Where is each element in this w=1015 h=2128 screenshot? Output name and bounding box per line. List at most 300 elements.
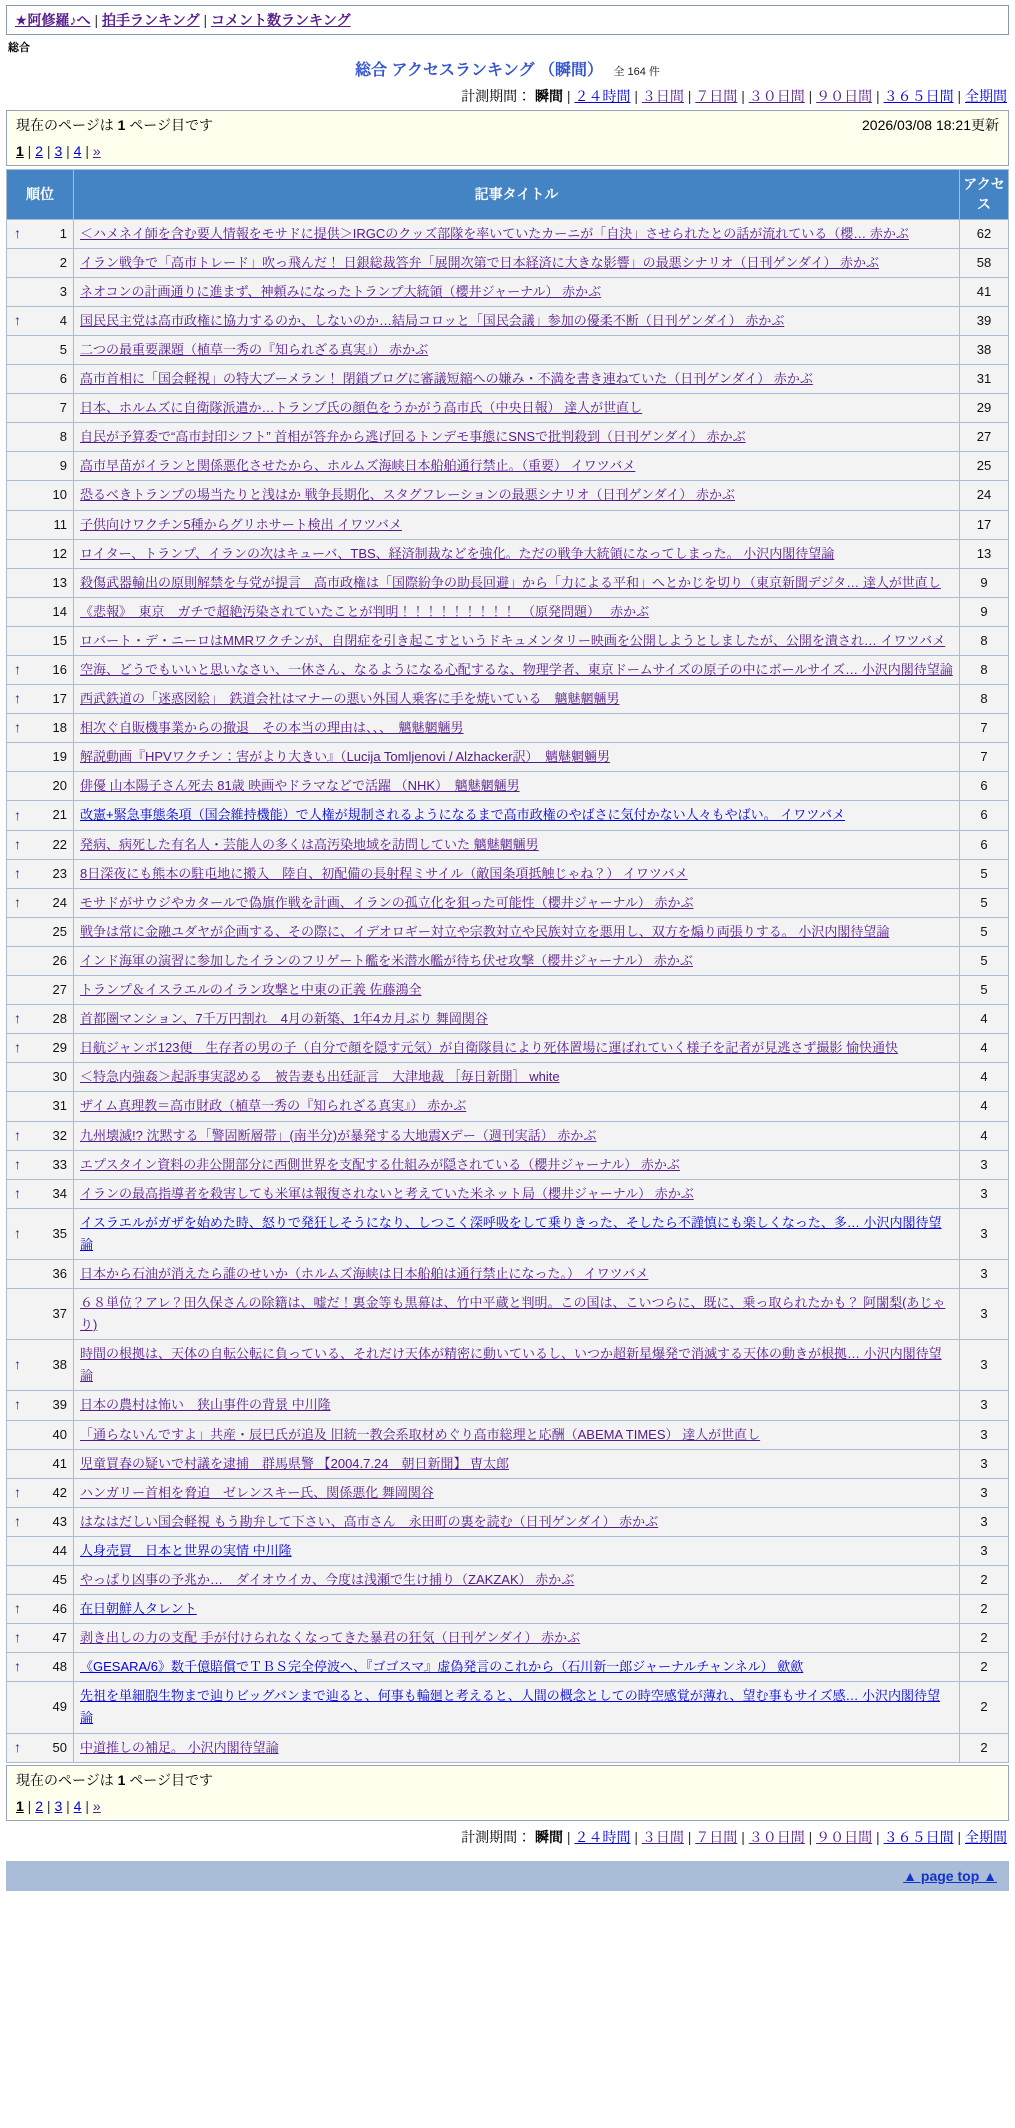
rank-cell bbox=[7, 1150, 74, 1179]
article-link[interactable]: 西武鉄道の「迷惑図絵」 鉄道会社はマナーの悪い外国人乗客に手を焼いている 魑魅魍魎男 bbox=[80, 691, 620, 707]
article-link[interactable]: 二つの最重要課題（植草一秀の『知られざる真実』） 赤かぶ bbox=[80, 341, 429, 357]
separator: | bbox=[804, 1828, 817, 1845]
access-count: 4 bbox=[960, 1034, 1009, 1063]
article-title-cell bbox=[74, 830, 960, 859]
article-title-cell bbox=[74, 1682, 960, 1733]
access-count: 4 bbox=[960, 1063, 1009, 1092]
article-link[interactable]: 発病、病死した有名人・芸能人の多くは高汚染地域を訪問していた 魑魅魍魎男 bbox=[80, 836, 539, 852]
rank-number: 46 bbox=[52, 1601, 67, 1617]
rank-number: 4 bbox=[59, 312, 67, 328]
article-title-cell bbox=[74, 1478, 960, 1507]
period-link-3[interactable]: ３日間 bbox=[641, 1828, 684, 1845]
rank-number: 12 bbox=[52, 545, 67, 561]
article-link[interactable]: イランの最高指導者を殺害しても米軍は報復されないと考えていた米ネット局（櫻井ジャーナル） 赤かぶ bbox=[80, 1185, 694, 1201]
access-count: 2 bbox=[960, 1682, 1009, 1733]
period-link-8[interactable]: 全期間 bbox=[965, 88, 1007, 104]
article-title-cell bbox=[74, 1420, 960, 1449]
access-count: 5 bbox=[960, 976, 1009, 1005]
period-nav-top bbox=[8, 86, 1007, 106]
title-wrap bbox=[6, 57, 1009, 80]
access-count: 39 bbox=[960, 306, 1009, 335]
period-link-5[interactable]: ３０日間 bbox=[748, 88, 805, 104]
article-link[interactable]: トランプ＆イスラエルのイラン攻撃と中東の正義 佐藤鴻全 bbox=[80, 982, 422, 998]
article-title-cell bbox=[74, 1289, 960, 1340]
table-row bbox=[7, 365, 1009, 394]
article-title-cell bbox=[74, 801, 960, 830]
article-link[interactable]: 人身売買＿日本と世界の実情 中川隆 bbox=[80, 1542, 292, 1558]
header-rank: 順位 bbox=[7, 170, 74, 220]
rank-up-icon: ↑ bbox=[14, 1010, 21, 1027]
article-link[interactable]: 8日深夜にも熊本の駐屯地に搬入 陸自、初配備の長射程ミサイル（敵国条項抵触じゃね？） イワツバメ bbox=[80, 865, 688, 881]
article-link[interactable]: 自民が予算委で“高市封印シフト” 首相が答弁から逃げ回るトンデモ事態にSNSで批判殺到（日刊ゲンダイ） 赤かぶ bbox=[80, 429, 746, 445]
access-count: 5 bbox=[960, 917, 1009, 946]
separator: | bbox=[953, 1828, 965, 1845]
rank-up-icon: ↑ bbox=[14, 1126, 21, 1143]
rank-number: 16 bbox=[52, 662, 67, 677]
article-title-cell bbox=[74, 946, 960, 975]
rank-number: 27 bbox=[52, 982, 67, 998]
access-count: 6 bbox=[960, 801, 1009, 830]
rank-number: 14 bbox=[52, 603, 67, 619]
article-title-cell bbox=[74, 423, 960, 452]
pagination-current: 1 bbox=[16, 143, 24, 159]
pagination-link-»[interactable]: » bbox=[92, 1797, 101, 1814]
rank-cell bbox=[7, 1092, 74, 1121]
period-link-7[interactable]: ３６５日間 bbox=[883, 1828, 954, 1845]
access-count: 62 bbox=[960, 219, 1009, 248]
article-title-cell bbox=[74, 1733, 960, 1762]
rank-number: 20 bbox=[52, 778, 67, 794]
rank-number: 45 bbox=[52, 1572, 67, 1587]
table-row bbox=[7, 394, 1009, 423]
article-link[interactable]: イラン戦争で「高市トレード」吹っ飛んだ！ 日銀総裁答弁「展開次第で日本経済に大きな影響」の最悪シナリオ（日刊ゲンダイ） 赤かぶ bbox=[80, 254, 880, 270]
rank-up-icon: ↑ bbox=[14, 1483, 21, 1500]
table-row bbox=[7, 1566, 1009, 1595]
access-count: 4 bbox=[960, 1005, 1009, 1034]
article-link[interactable]: 中道推しの補足。 小沢内閣待望論 bbox=[80, 1739, 279, 1755]
period-link-5[interactable]: ３０日間 bbox=[748, 1828, 805, 1845]
rank-number: 38 bbox=[52, 1357, 67, 1373]
period-link-6[interactable]: ９０日間 bbox=[816, 88, 873, 104]
article-title-cell bbox=[74, 1208, 960, 1259]
article-title-cell bbox=[74, 1179, 960, 1208]
article-title-cell bbox=[74, 306, 960, 335]
article-link[interactable]: 在日朝鮮人タレント bbox=[80, 1601, 197, 1617]
article-link[interactable]: 《GESARA/6》数千億賠償でＴＢＳ完全停波へ、『ゴゴスマ』虚偽発言のこれから（石川新一郎ジャーナルチャンネル） 歛歛 bbox=[80, 1659, 804, 1675]
article-link[interactable]: 時間の根拠は、天体の自転公転に負っている、それだけ天体が精密に動いているし、いつか超新星爆発で消滅する天体の動きが根拠… 小沢内閣待望論 bbox=[80, 1346, 942, 1384]
page-info-box-bottom bbox=[6, 1765, 1009, 1821]
access-count: 29 bbox=[960, 394, 1009, 423]
rank-up-icon: ↑ bbox=[14, 1600, 21, 1617]
separator: | bbox=[90, 12, 102, 28]
rank-cell bbox=[7, 743, 74, 772]
access-count: 17 bbox=[960, 510, 1009, 539]
table-row bbox=[7, 1595, 1009, 1624]
article-title-cell bbox=[74, 976, 960, 1005]
current-page-prefix: 現在のページは bbox=[16, 117, 114, 133]
access-count: 24 bbox=[960, 481, 1009, 510]
access-count: 4 bbox=[960, 1121, 1009, 1150]
table-row bbox=[7, 626, 1009, 655]
article-title-cell bbox=[74, 1150, 960, 1179]
table-row bbox=[7, 568, 1009, 597]
article-link[interactable]: 改憲+緊急事態条項（国会維持機能）で人権が規制されるようになるまで高市政権のやばさに気付かない人々もやばい。 イワツバメ bbox=[80, 807, 845, 823]
separator: | bbox=[953, 88, 965, 104]
article-title-cell bbox=[74, 568, 960, 597]
article-link[interactable]: 殺傷武器輸出の原則解禁を与党が提言 高市政権は「国際紛争の助長回避」から「力による平和」へとかじを切り（東京新聞デジタ… 達人が世直し bbox=[80, 574, 941, 590]
article-title-cell bbox=[74, 248, 960, 277]
table-row bbox=[7, 888, 1009, 917]
rank-cell bbox=[7, 568, 74, 597]
table-row bbox=[7, 1092, 1009, 1121]
separator: | bbox=[872, 88, 884, 104]
table-row bbox=[7, 859, 1009, 888]
rank-cell bbox=[7, 1420, 74, 1449]
article-link[interactable]: ＜ハメネイ師を含む要人情報をモサドに提供＞IRGCのクッズ部隊を率いていたカーニが「自決」させられたとの話が流れている（櫻… 赤かぶ bbox=[80, 225, 909, 241]
period-link-8[interactable]: 全期間 bbox=[965, 1828, 1007, 1845]
rank-cell bbox=[7, 830, 74, 859]
rank-number: 23 bbox=[52, 865, 67, 881]
rank-cell bbox=[7, 306, 74, 335]
access-count: 7 bbox=[960, 743, 1009, 772]
table-row bbox=[7, 830, 1009, 859]
pagination bbox=[16, 143, 999, 159]
pagination-link-3[interactable]: 3 bbox=[54, 143, 63, 159]
period-link-4[interactable]: ７日間 bbox=[695, 1828, 738, 1845]
article-link[interactable]: 剥き出しの力の支配 手が付けられなくなってきた暴君の狂気（日刊ゲンダイ） 赤かぶ bbox=[80, 1630, 581, 1646]
rank-up-icon: ↑ bbox=[14, 1512, 21, 1529]
article-link[interactable]: 首都圏マンション、7千万円割れ 4月の新築、1年4カ月ぶり 舞岡関谷 bbox=[80, 1011, 488, 1027]
article-link[interactable]: 日航ジャンボ123便 生存者の男の子（自分で顔を隠す元気）が自衛隊員により死体置場に運ばれていく様子を記者が見逃さず撮影 愉快通快 bbox=[80, 1040, 899, 1056]
table-row bbox=[7, 1536, 1009, 1565]
article-link[interactable]: ６８単位？アレ？田久保さんの除籍は、嘘だ！裏金等も黒幕は、竹中平蔵と判明。この国は、こいつらに、既に、乗っ取られたかも？ 阿闍梨(あじゃり) bbox=[80, 1295, 946, 1333]
access-count: 5 bbox=[960, 859, 1009, 888]
table-row bbox=[7, 656, 1009, 685]
rank-up-icon: ↑ bbox=[14, 1184, 21, 1201]
table-row bbox=[7, 597, 1009, 626]
rank-cell bbox=[7, 888, 74, 917]
table-row bbox=[7, 946, 1009, 975]
rank-cell bbox=[7, 859, 74, 888]
rank-cell bbox=[7, 1682, 74, 1733]
article-link[interactable]: 解説動画『HPVワクチン：害がより大きい』（Lucija Tomljenovi / Alzhacker訳） 魑魅魍魎男 bbox=[80, 749, 611, 765]
article-link[interactable]: 高市早苗がイランと関係悪化させたから、ホルムズ海峡日本船舶通行禁止。（重要） イワツバメ bbox=[80, 458, 636, 474]
access-count: 8 bbox=[960, 656, 1009, 685]
period-nav-bottom bbox=[8, 1827, 1007, 1847]
period-link-2[interactable]: ２４時間 bbox=[574, 88, 631, 104]
access-count: 2 bbox=[960, 1566, 1009, 1595]
separator: | bbox=[683, 88, 696, 104]
rank-cell bbox=[7, 1449, 74, 1478]
table-row bbox=[7, 1179, 1009, 1208]
rank-cell bbox=[7, 219, 74, 248]
separator: | bbox=[737, 88, 749, 104]
rank-cell bbox=[7, 394, 74, 423]
article-title-cell bbox=[74, 277, 960, 306]
table-row bbox=[7, 714, 1009, 743]
article-title-cell bbox=[74, 743, 960, 772]
pagination-link-3[interactable]: 3 bbox=[54, 1797, 63, 1814]
table-row bbox=[7, 1682, 1009, 1733]
access-count: 3 bbox=[960, 1259, 1009, 1288]
table-row bbox=[7, 219, 1009, 248]
article-link[interactable]: 戦争は常に金融ユダヤが企画する、その際に、イデオロギー対立や宗教対立や民族対立を悪用し、双方を煽り両張りする。 小沢内閣待望論 bbox=[80, 923, 890, 939]
table-row bbox=[7, 510, 1009, 539]
access-count: 3 bbox=[960, 1391, 1009, 1420]
table-row bbox=[7, 685, 1009, 714]
rank-number: 41 bbox=[52, 1455, 67, 1471]
article-link[interactable]: ロイター、トランプ、イランの次はキューバ、TBS、経済制裁などを強化。ただの戦争大統領になってしまった。 小沢内閣待望論 bbox=[80, 545, 835, 561]
rank-cell bbox=[7, 1289, 74, 1340]
rank-up-icon: ↑ bbox=[14, 864, 21, 881]
rank-number: 8 bbox=[59, 429, 67, 445]
period-label: 計測期間： bbox=[461, 1828, 532, 1845]
rank-cell bbox=[7, 1566, 74, 1595]
rank-cell bbox=[7, 1733, 74, 1762]
rank-number: 10 bbox=[52, 487, 67, 503]
article-link[interactable]: ＜特急内強姦＞起訴事実認める 被告妻も出廷証言 大津地裁 ［毎日新聞］ white bbox=[80, 1069, 560, 1085]
rank-up-icon: ↑ bbox=[14, 1224, 21, 1241]
pagination-link-2[interactable]: 2 bbox=[35, 1797, 44, 1814]
page-top-link[interactable]: ▲ page top ▲ bbox=[903, 1867, 997, 1884]
rank-number: 50 bbox=[52, 1739, 67, 1755]
article-link[interactable]: モサドがサウジやカタールで偽旗作戦を計画、イランの孤立化を狙った可能性（櫻井ジャーナル） 赤かぶ bbox=[80, 894, 694, 910]
top-nav-link-1[interactable]: ★阿修羅♪へ bbox=[15, 12, 91, 28]
article-title-cell bbox=[74, 1566, 960, 1595]
rank-up-icon: ↑ bbox=[14, 1658, 21, 1675]
access-count: 5 bbox=[960, 946, 1009, 975]
rank-cell bbox=[7, 277, 74, 306]
article-title-cell bbox=[74, 452, 960, 481]
rank-number: 29 bbox=[52, 1040, 67, 1056]
article-title-cell bbox=[74, 772, 960, 801]
period-link-4[interactable]: ７日間 bbox=[695, 88, 738, 104]
table-row bbox=[7, 1208, 1009, 1259]
access-count: 9 bbox=[960, 568, 1009, 597]
rank-number: 40 bbox=[52, 1426, 67, 1442]
rank-up-icon: ↑ bbox=[14, 1396, 21, 1413]
rank-number: 13 bbox=[52, 574, 67, 590]
pagination-link-»[interactable]: » bbox=[92, 143, 101, 159]
header-access: アクセス bbox=[960, 170, 1009, 220]
article-title-cell bbox=[74, 394, 960, 423]
table-row bbox=[7, 772, 1009, 801]
total-count: 全 164 件 bbox=[613, 66, 660, 78]
rank-number: 5 bbox=[59, 341, 67, 357]
separator: | bbox=[804, 88, 817, 104]
rank-number: 49 bbox=[52, 1699, 67, 1715]
current-page-number: 1 bbox=[117, 117, 126, 133]
article-title-cell bbox=[74, 597, 960, 626]
rank-cell bbox=[7, 656, 74, 685]
article-title-cell bbox=[74, 917, 960, 946]
period-link-2[interactable]: ２４時間 bbox=[574, 1828, 631, 1845]
rank-cell bbox=[7, 801, 74, 830]
article-link[interactable]: エプスタイン資料の非公開部分に西側世界を支配する仕組みが隠されている（櫻井ジャーナル） 赤かぶ bbox=[80, 1156, 680, 1172]
separator: | bbox=[563, 1828, 575, 1845]
access-count: 25 bbox=[960, 452, 1009, 481]
rank-cell bbox=[7, 946, 74, 975]
rank-cell bbox=[7, 1391, 74, 1420]
access-count: 6 bbox=[960, 830, 1009, 859]
rank-number: 37 bbox=[52, 1306, 67, 1322]
table-row bbox=[7, 1063, 1009, 1092]
separator: | bbox=[23, 1797, 36, 1814]
article-link[interactable]: はなはだしい国会軽視 もう勘弁して下さい、高市さん 永田町の裏を読む（日刊ゲンダイ） 赤かぶ bbox=[80, 1513, 659, 1529]
article-title-cell bbox=[74, 656, 960, 685]
pagination-link-4[interactable]: 4 bbox=[73, 143, 82, 159]
article-link[interactable]: 高市首相に「国会軽視」の特大ブーメラン！ 閉鎖ブログに審議短縮への嫌み・不満を書き連ねていた（日刊ゲンダイ） 赤かぶ bbox=[80, 371, 813, 387]
top-nav bbox=[6, 5, 1009, 35]
rank-cell bbox=[7, 423, 74, 452]
current-page-text bbox=[16, 115, 213, 135]
rank-cell bbox=[7, 976, 74, 1005]
article-title-cell bbox=[74, 219, 960, 248]
rank-up-icon: ↑ bbox=[14, 1155, 21, 1172]
rank-cell bbox=[7, 539, 74, 568]
table-row bbox=[7, 452, 1009, 481]
period-link-6[interactable]: ９０日間 bbox=[816, 1828, 873, 1845]
rank-number: 2 bbox=[59, 254, 67, 270]
article-title-cell bbox=[74, 1595, 960, 1624]
rank-number: 44 bbox=[52, 1542, 67, 1558]
article-title-cell bbox=[74, 1340, 960, 1391]
pagination-link-2[interactable]: 2 bbox=[35, 143, 44, 159]
rank-number: 28 bbox=[52, 1011, 67, 1027]
table-row bbox=[7, 481, 1009, 510]
access-count: 3 bbox=[960, 1536, 1009, 1565]
table-row bbox=[7, 248, 1009, 277]
article-link[interactable]: 九州壊滅!? 沈黙する「警固断層帯」(南半分)が暴発する大地震Xデー（週刊実話） 赤かぶ bbox=[80, 1127, 597, 1143]
article-title-cell bbox=[74, 365, 960, 394]
rank-number: 22 bbox=[52, 836, 67, 852]
current-page-suffix: ページ目です bbox=[129, 117, 214, 133]
article-title-cell bbox=[74, 626, 960, 655]
rank-cell bbox=[7, 1063, 74, 1092]
access-count: 3 bbox=[960, 1289, 1009, 1340]
rank-number: 32 bbox=[52, 1127, 67, 1143]
category-label: 総合 bbox=[8, 42, 30, 54]
pagination bbox=[16, 1798, 999, 1814]
article-link[interactable]: イスラエルがガザを始めた時、怒りで発狂しそうになり、しつこく深呼吸をして乗りきった、そしたら不謹慎にも楽しくなった、多… 小沢内閣待望論 bbox=[80, 1214, 942, 1252]
top-nav-link-3[interactable]: コメント数ランキング bbox=[211, 12, 351, 28]
rank-cell bbox=[7, 1208, 74, 1259]
article-link[interactable]: インド海軍の演習に参加したイランのフリゲート艦を米潜水艦が待ち伏せ攻撃（櫻井ジャーナル） 赤かぶ bbox=[80, 952, 693, 968]
pagination-link-4[interactable]: 4 bbox=[73, 1797, 82, 1814]
article-link[interactable]: 相次ぐ自販機事業からの撤退 その本当の理由は、、、 魑魅魍魎男 bbox=[80, 720, 464, 736]
table-row bbox=[7, 539, 1009, 568]
rank-cell bbox=[7, 1653, 74, 1682]
article-link[interactable]: 「通らないんですよ」共産・辰巳氏が追及 旧統一教会系取材めぐり高市総理と応酬（ABEMA TIMES） 達人が世直し bbox=[80, 1426, 761, 1442]
rank-cell bbox=[7, 685, 74, 714]
rank-cell bbox=[7, 248, 74, 277]
access-count: 2 bbox=[960, 1595, 1009, 1624]
article-link[interactable]: 俳優 山本陽子さん死去 81歳 映画やドラマなどで活躍 （NHK） 魑魅魍魎男 bbox=[80, 778, 520, 794]
rank-cell bbox=[7, 714, 74, 743]
article-link[interactable]: 日本、ホルムズに自衛隊派遣か…トランプ氏の顔色をうかがう高市氏（中央日報） 達人が世直し bbox=[80, 400, 643, 416]
period-link-7[interactable]: ３６５日間 bbox=[883, 88, 954, 104]
access-count: 8 bbox=[960, 626, 1009, 655]
period-label: 計測期間： bbox=[461, 88, 532, 104]
article-link[interactable]: 国民民主党は高市政権に協力するのか、しないのか…結局コロッと「国民会議」参加の優柔不断（日刊ゲンダイ） 赤かぶ bbox=[80, 312, 785, 328]
rank-cell bbox=[7, 481, 74, 510]
rank-cell bbox=[7, 1536, 74, 1565]
table-row bbox=[7, 1121, 1009, 1150]
table-row bbox=[7, 1034, 1009, 1063]
separator: | bbox=[630, 88, 642, 104]
rank-number: 1 bbox=[59, 225, 67, 241]
separator: | bbox=[81, 1797, 93, 1814]
table-row bbox=[7, 1478, 1009, 1507]
access-count: 7 bbox=[960, 714, 1009, 743]
article-title-cell bbox=[74, 539, 960, 568]
article-link[interactable]: 空海、どうでもいいと思いなさい、一休さん、なるようになる心配するな、物理学者、東京ドームサイズの原子の中にボールサイズ… 小沢内閣待望論 bbox=[80, 662, 953, 677]
article-link[interactable]: 児童買春の疑いで村議を逮捕 群馬県警 【2004.7.24 朝日新聞】 曺太郎 bbox=[80, 1455, 510, 1471]
article-link[interactable]: 先祖を単細胞生物まで辿りビッグバンまで辿ると、何事も輪廻と考えると、人間の概念としての時空感覚が薄れ、望む事もサイズ感… 小沢内閣待望論 bbox=[80, 1688, 941, 1726]
article-title-cell bbox=[74, 1624, 960, 1653]
rank-number: 21 bbox=[52, 807, 67, 823]
rank-number: 39 bbox=[52, 1397, 67, 1413]
table-row bbox=[7, 1150, 1009, 1179]
rank-up-icon: ↑ bbox=[14, 1039, 21, 1056]
table-row bbox=[7, 1340, 1009, 1391]
period-link-3[interactable]: ３日間 bbox=[641, 88, 684, 104]
rank-up-icon: ↑ bbox=[14, 690, 21, 707]
table-row bbox=[7, 801, 1009, 830]
table-row bbox=[7, 1733, 1009, 1762]
article-link[interactable]: 恐るべきトランプの場当たりと浅はか 戦争長期化、スタグフレーションの最悪シナリオ（日刊ゲンダイ） 赤かぶ bbox=[80, 487, 736, 503]
separator: | bbox=[199, 12, 211, 28]
rank-number: 7 bbox=[59, 400, 67, 416]
rank-number: 47 bbox=[52, 1630, 67, 1646]
article-link[interactable]: ロバート・デ・ニーロはMMRワクチンが、自閉症を引き起こすというドキュメンタリー映画を公開しようとしましたが、公開を潰され… イワツバメ bbox=[80, 632, 946, 648]
rank-cell bbox=[7, 1259, 74, 1288]
rank-number: 36 bbox=[52, 1265, 67, 1281]
rank-up-icon: ↑ bbox=[14, 1738, 21, 1755]
separator: | bbox=[872, 1828, 884, 1845]
table-row bbox=[7, 306, 1009, 335]
rank-cell bbox=[7, 1624, 74, 1653]
article-link[interactable]: 日本から石油が消えたら誰のせいか（ホルムズ海峡は日本船舶は通行禁止になった。） イワツバメ bbox=[80, 1265, 649, 1281]
access-count: 3 bbox=[960, 1150, 1009, 1179]
article-link[interactable]: 《悲報》 東京 ガチで超絶汚染されていたことが判明！！！！！！！！！ （原発問題） 赤かぶ bbox=[80, 603, 650, 619]
rank-cell bbox=[7, 1179, 74, 1208]
access-count: 3 bbox=[960, 1208, 1009, 1259]
article-link[interactable]: 日本の農村は怖い＿狭山事件の背景 中川隆 bbox=[80, 1397, 331, 1413]
article-link[interactable]: 子供向けワクチン5種からグリホサート検出 イワツバメ bbox=[80, 516, 402, 532]
article-link[interactable]: ハンガリー首相を脅迫 ゼレンスキー氏、関係悪化 舞岡関谷 bbox=[80, 1484, 434, 1500]
access-count: 4 bbox=[960, 1092, 1009, 1121]
article-title-cell bbox=[74, 1121, 960, 1150]
access-count: 2 bbox=[960, 1624, 1009, 1653]
separator: | bbox=[62, 143, 74, 159]
article-title-cell bbox=[74, 1092, 960, 1121]
article-link[interactable]: やっぱり凶事の予兆か… ダイオウイカ、今度は浅瀬で生け捕り（ZAKZAK） 赤かぶ bbox=[80, 1572, 575, 1587]
rank-up-icon: ↑ bbox=[14, 1356, 21, 1373]
rank-number: 24 bbox=[52, 894, 67, 910]
access-count: 3 bbox=[960, 1449, 1009, 1478]
table-row bbox=[7, 976, 1009, 1005]
top-nav-link-2[interactable]: 拍手ランキング bbox=[101, 12, 200, 28]
access-count: 27 bbox=[960, 423, 1009, 452]
article-link[interactable]: ネオコンの計画通りに進まず、神頼みになったトランプ大統領（櫻井ジャーナル） 赤かぶ bbox=[80, 283, 602, 299]
article-link[interactable]: ザイム真理教＝高市財政（植草一秀の『知られざる真実』） 赤かぶ bbox=[80, 1098, 467, 1114]
page-info-box-top bbox=[6, 110, 1009, 166]
access-count: 9 bbox=[960, 597, 1009, 626]
table-row bbox=[7, 917, 1009, 946]
separator: | bbox=[683, 1828, 696, 1845]
article-title-cell bbox=[74, 1005, 960, 1034]
